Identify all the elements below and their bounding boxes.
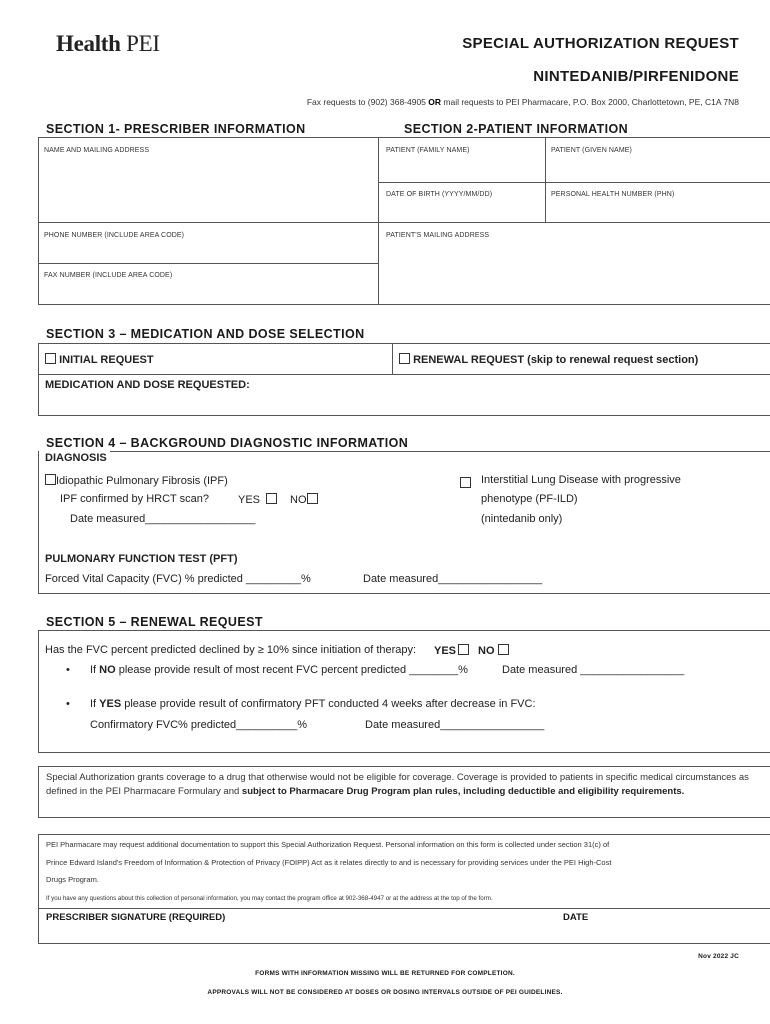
patient-given-name-field[interactable]: PATIENT (GIVEN NAME) <box>551 147 632 154</box>
form-title: SPECIAL AUTHORIZATION REQUEST <box>462 35 739 52</box>
bullet-1: • <box>66 664 70 676</box>
if-no-instruction[interactable]: If NO please provide result of most recent FVC percent predicted ________% <box>90 664 468 676</box>
prescriber-signature-field[interactable]: PRESCRIBER SIGNATURE (REQUIRED) <box>46 912 226 923</box>
diagnosis-label: DIAGNOSIS <box>45 452 107 464</box>
pf-ild-label-1: Interstitial Lung Disease with progressive <box>481 474 681 486</box>
patient-mailing-address-field[interactable]: PATIENT'S MAILING ADDRESS <box>386 232 490 239</box>
prescriber-patient-table <box>38 137 770 305</box>
privacy-line-1: PEI Pharmacare may request additional documentation to support this Special Authorization Request. Personal information on this form is collected under section 31(c) of <box>46 840 610 849</box>
pft-heading: PULMONARY FUNCTION TEST (PFT) <box>45 553 238 565</box>
renewal-request-checkbox[interactable] <box>399 353 410 364</box>
if-yes-instruction: If YES please provide result of confirmatory PFT conducted 4 weeks after decrease in FVC: <box>90 698 536 710</box>
hrct-no-option[interactable]: NO <box>290 493 318 506</box>
section1-heading: SECTION 1- PRESCRIBER INFORMATION <box>46 122 306 136</box>
privacy-line-3: Drugs Program. <box>46 875 99 884</box>
bullet-2: • <box>66 698 70 710</box>
form-subtitle: NINTEDANIB/PIRFENIDONE <box>533 68 739 85</box>
approvals-notice: APPROVALS WILL NOT BE CONSIDERED AT DOSES OR DOSING INTERVALS OUTSIDE OF PEI GUIDELINES. <box>207 989 563 996</box>
section3-heading: SECTION 3 – MEDICATION AND DOSE SELECTION <box>46 327 365 341</box>
coverage-notice: Special Authorization grants coverage to a drug that otherwise would not be eligible for coverage. Coverage is provided to patients in specific medical circumstances as defined in the PEI Pharmacare Formulary and subject to Pharmacare Drug Program plan rules, including deductible and eligibility requirements. <box>46 772 749 797</box>
health-pei-logo: Health PEI <box>56 31 160 56</box>
renewal-no-checkbox[interactable] <box>498 644 509 655</box>
signature-date-field[interactable]: DATE <box>563 912 589 923</box>
fax-number-field[interactable]: FAX NUMBER (INCLUDE AREA CODE) <box>44 272 173 279</box>
renewal-no-option[interactable]: NO <box>478 644 509 657</box>
date-of-birth-field[interactable]: DATE OF BIRTH (YYYY/MM/DD) <box>386 191 493 198</box>
pf-ild-label-3: (nintedanib only) <box>481 513 563 525</box>
hrct-no-checkbox[interactable] <box>307 493 318 504</box>
privacy-line-2: Prince Edward Island's Freedom of Information & Protection of Privacy (FOIPP) Act as it relates directly to and is necessary for providing services under the PEI High-Cost <box>46 858 612 867</box>
section2-heading: SECTION 2-PATIENT INFORMATION <box>404 122 629 136</box>
hrct-yes-checkbox[interactable] <box>266 493 277 504</box>
confirmatory-date-field[interactable]: Date measured_________________ <box>365 719 545 731</box>
section5-heading: SECTION 5 – RENEWAL REQUEST <box>46 615 263 629</box>
ipf-checkbox[interactable] <box>45 474 56 485</box>
renewal-yes-checkbox[interactable] <box>458 644 469 655</box>
ipf-date-measured-field[interactable]: Date measured__________________ <box>70 513 256 525</box>
privacy-contact: If you have any questions about this collection of personal information, you may contact the program office at 902-368-4947 or at the address at the top of the form. <box>46 895 493 902</box>
patient-family-name-field[interactable]: PATIENT (FAMILY NAME) <box>386 147 470 154</box>
section4-heading: SECTION 4 – BACKGROUND DIAGNOSTIC INFORMATION <box>46 436 409 450</box>
fvc-decline-question: Has the FVC percent predicted declined by ≥ 10% since initiation of therapy: <box>45 644 417 656</box>
medication-dose-field[interactable]: MEDICATION AND DOSE REQUESTED: <box>45 379 250 391</box>
hrct-yes-option[interactable]: YES <box>238 493 277 506</box>
fvc-date-measured-field[interactable]: Date measured_________________ <box>363 573 543 585</box>
initial-request-option[interactable]: INITIAL REQUEST <box>45 353 154 366</box>
ipf-option[interactable]: Idiopathic Pulmonary Fibrosis (IPF) <box>45 474 228 487</box>
form-version: Nov 2022 JC <box>698 953 739 960</box>
initial-request-checkbox[interactable] <box>45 353 56 364</box>
phn-field[interactable]: PERSONAL HEALTH NUMBER (PHN) <box>551 191 675 198</box>
confirmatory-fvc-field[interactable]: Confirmatory FVC% predicted__________% <box>90 719 308 731</box>
privacy-signature-box <box>38 834 770 944</box>
phone-number-field[interactable]: PHONE NUMBER (INCLUDE AREA CODE) <box>44 232 185 239</box>
fax-instructions: Fax requests to (902) 368-4905 OR mail requests to PEI Pharmacare, P.O. Box 2000, Charlottetown, PE, C1A 7N8 <box>306 97 739 107</box>
pf-ild-checkbox[interactable] <box>460 474 471 492</box>
renewal-request-option[interactable]: RENEWAL REQUEST (skip to renewal request section) <box>399 353 698 366</box>
name-address-field[interactable]: NAME AND MAILING ADDRESS <box>44 147 150 154</box>
fvc-predicted-field[interactable]: Forced Vital Capacity (FVC) % predicted _________% <box>45 573 311 585</box>
ipf-confirmed-question: IPF confirmed by HRCT scan? <box>60 493 209 505</box>
renewal-yes-option[interactable]: YES <box>434 644 469 657</box>
pf-ild-label-2: phenotype (PF-ILD) <box>481 493 578 505</box>
missing-info-notice: FORMS WITH INFORMATION MISSING WILL BE RETURNED FOR COMPLETION. <box>255 970 515 977</box>
if-no-date-field[interactable]: Date measured _________________ <box>502 664 685 676</box>
